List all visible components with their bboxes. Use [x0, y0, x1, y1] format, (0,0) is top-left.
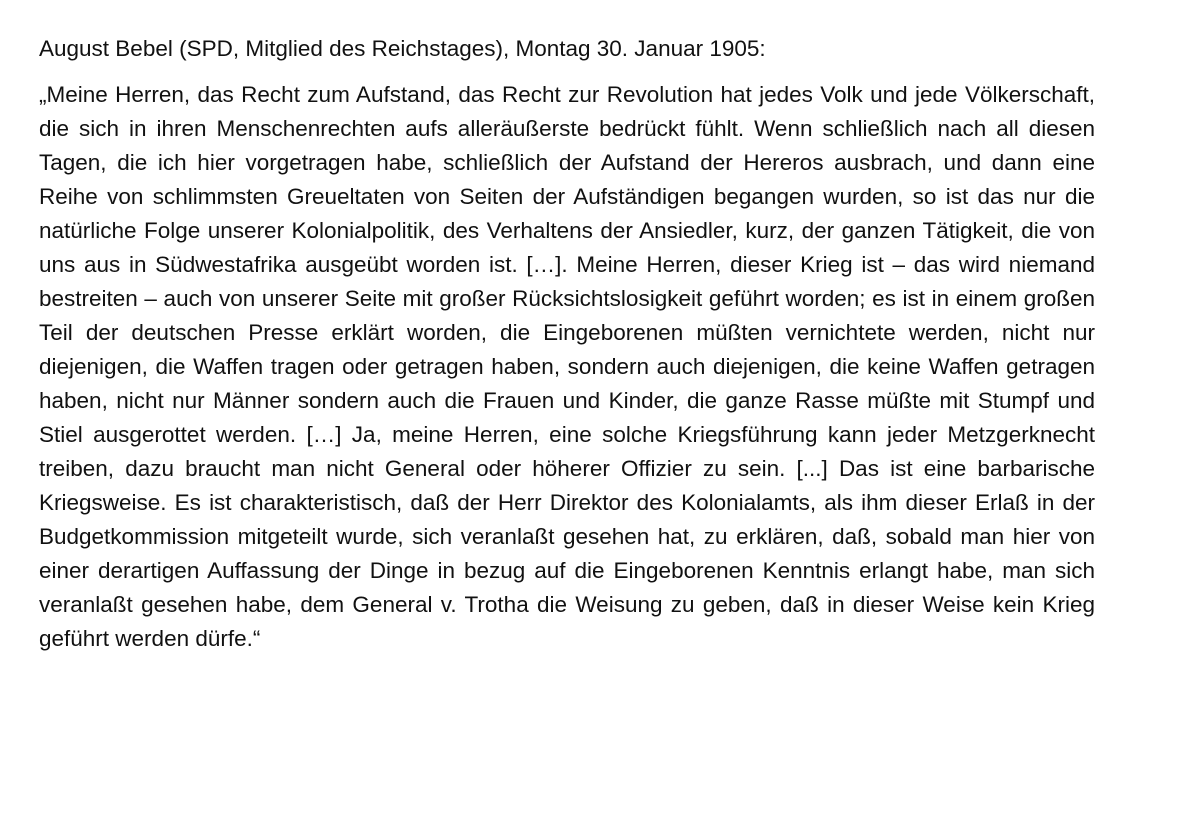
document-page — [39, 32, 1095, 656]
quote-body: „Meine Herren, das Recht zum Aufstand, das Recht zur Revolution hat jedes Volk und jede Völkerschaft, die sich in ihren Menschenrechten aufs alleräußerste bedrückt fühlt. Wenn schließlich nach all diesen Tagen, die ich hier vorgetragen habe, schließlich der Aufstand der Hereros ausbrach, und dann eine Reihe von schlimmsten Greueltaten von Seiten der Aufständigen begangen wurden, so ist das nur die natürliche Folge unserer Kolonialpolitik, des Verhaltens der Ansiedler, kurz, der ganzen Tätigkeit, die von uns aus in Südwestafrika ausgeübt worden ist. […]. Meine Herren, dieser Krieg ist – das wird niemand bestreiten – auch von unserer Seite mit großer Rücksichtslosigkeit geführt worden; es ist in einem großen Teil der deutschen Presse erklärt worden, die Eingeborenen müßten vernichtete werden, nicht nur diejenigen, die Waffen tragen oder getragen haben, sondern auch diejenigen, die keine Waffen getragen haben, nicht nur Männer sondern auch die Frauen und Kinder, die ganze Rasse müßte mit Stumpf und Stiel ausgerottet werden. […] Ja, meine Herren, eine solche Kriegsführung kann jeder Metzgerknecht treiben, dazu braucht man nicht General oder höherer Offizier zu sein. [...] Das ist eine barbarische Kriegsweise. Es ist charakteristisch, daß der Herr Direktor des Kolonialamts, als ihm dieser Erlaß in der Budgetkommission mitgeteilt wurde, sich veranlaßt gesehen hat, zu erklären, daß, sobald man hier von einer derartigen Auffassung der Dinge in bezug auf die Eingeborenen Kenntnis erlangt habe, man sich veranlaßt gesehen habe, dem General v. Trotha die Weisung zu geben, daß in dieser Weise kein Krieg geführt werden dürfe.“ — [39, 82, 1095, 651]
quote-attribution-heading: August Bebel (SPD, Mitglied des Reichstages), Montag 30. Januar 1905: — [39, 36, 766, 61]
